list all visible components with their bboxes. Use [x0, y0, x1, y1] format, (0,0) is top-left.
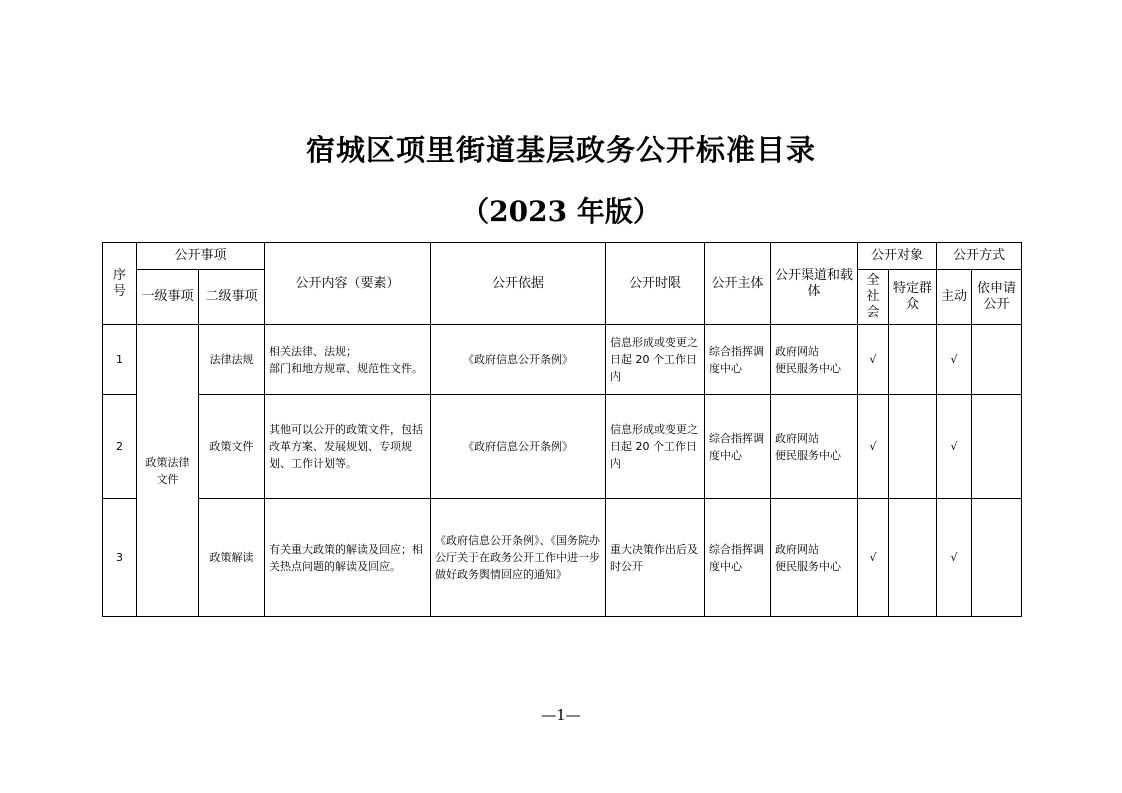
- header-basis: 公开依据: [431, 243, 606, 325]
- header-level1: 一级事项: [137, 270, 199, 325]
- header-target: 公开对象: [858, 243, 937, 270]
- header-channel: 公开渠道和载体: [771, 243, 858, 325]
- row-seq: 1: [103, 325, 137, 395]
- row-subject: 综合指挥调度中心: [705, 325, 771, 395]
- row-time-limit: 信息形成或变更之日起 20 个工作日内: [606, 325, 705, 395]
- row-time-limit: 重大决策作出后及时公开: [606, 499, 705, 617]
- group-level1: 政策法律文件: [137, 325, 199, 617]
- document-subtitle: （2023 年版）: [461, 195, 661, 228]
- row-target-all: √: [858, 325, 889, 395]
- row-seq: 2: [103, 395, 137, 499]
- row-subject: 综合指挥调度中心: [705, 395, 771, 499]
- table-row: [103, 325, 1022, 395]
- row-level2: 政策解读: [199, 499, 265, 617]
- header-matter: 公开事项: [137, 243, 265, 270]
- row-level2: 法律法规: [199, 325, 265, 395]
- page-number: —1—: [541, 706, 581, 724]
- document-title: 宿城区项里街道基层政务公开标准目录: [305, 133, 816, 167]
- row-method-active: √: [937, 325, 972, 395]
- row-time-limit: 信息形成或变更之日起 20 个工作日内: [606, 395, 705, 499]
- header-target-specific: 特定群众: [889, 270, 937, 325]
- row-target-all: √: [858, 499, 889, 617]
- row-channel: 政府网站 便民服务中心: [771, 325, 858, 395]
- header-subject: 公开主体: [705, 243, 771, 325]
- header-time-limit: 公开时限: [606, 243, 705, 325]
- row-target-all: √: [858, 395, 889, 499]
- row-content: 相关法律、法规； 部门和地方规章、规范性文件。: [265, 325, 431, 395]
- row-method-request: [972, 499, 1022, 617]
- header-seq: 序号: [103, 243, 137, 325]
- row-level2: 政策文件: [199, 395, 265, 499]
- row-seq: 3: [103, 499, 137, 617]
- row-channel: 政府网站 便民服务中心: [771, 499, 858, 617]
- header-level2: 二级事项: [199, 270, 265, 325]
- row-content: 有关重大政策的解读及回应；相关热点问题的解读及回应。: [265, 499, 431, 617]
- table-row: [103, 395, 1022, 499]
- row-basis: 《政府信息公开条例》、《国务院办公厅关于在政务公开工作中进一步做好政务舆情回应的通知》: [431, 499, 606, 617]
- row-content: 其他可以公开的政策文件，包括改革方案、发展规划、专项规划、工作计划等。: [265, 395, 431, 499]
- table-row: [103, 499, 1022, 617]
- row-method-request: [972, 325, 1022, 395]
- header-method: 公开方式: [937, 243, 1022, 270]
- row-method-active: √: [937, 499, 972, 617]
- row-channel: 政府网站 便民服务中心: [771, 395, 858, 499]
- row-basis: 《政府信息公开条例》: [431, 395, 606, 499]
- row-target-specific: [889, 395, 937, 499]
- row-target-specific: [889, 499, 937, 617]
- row-method-request: [972, 395, 1022, 499]
- header-target-all: 全社会: [858, 270, 889, 325]
- row-basis: 《政府信息公开条例》: [431, 325, 606, 395]
- row-subject: 综合指挥调度中心: [705, 499, 771, 617]
- header-content: 公开内容（要素）: [265, 243, 431, 325]
- row-method-active: √: [937, 395, 972, 499]
- header-method-request: 依申请公开: [972, 270, 1022, 325]
- row-target-specific: [889, 325, 937, 395]
- catalog-table: [102, 242, 1022, 617]
- header-method-active: 主动: [937, 270, 972, 325]
